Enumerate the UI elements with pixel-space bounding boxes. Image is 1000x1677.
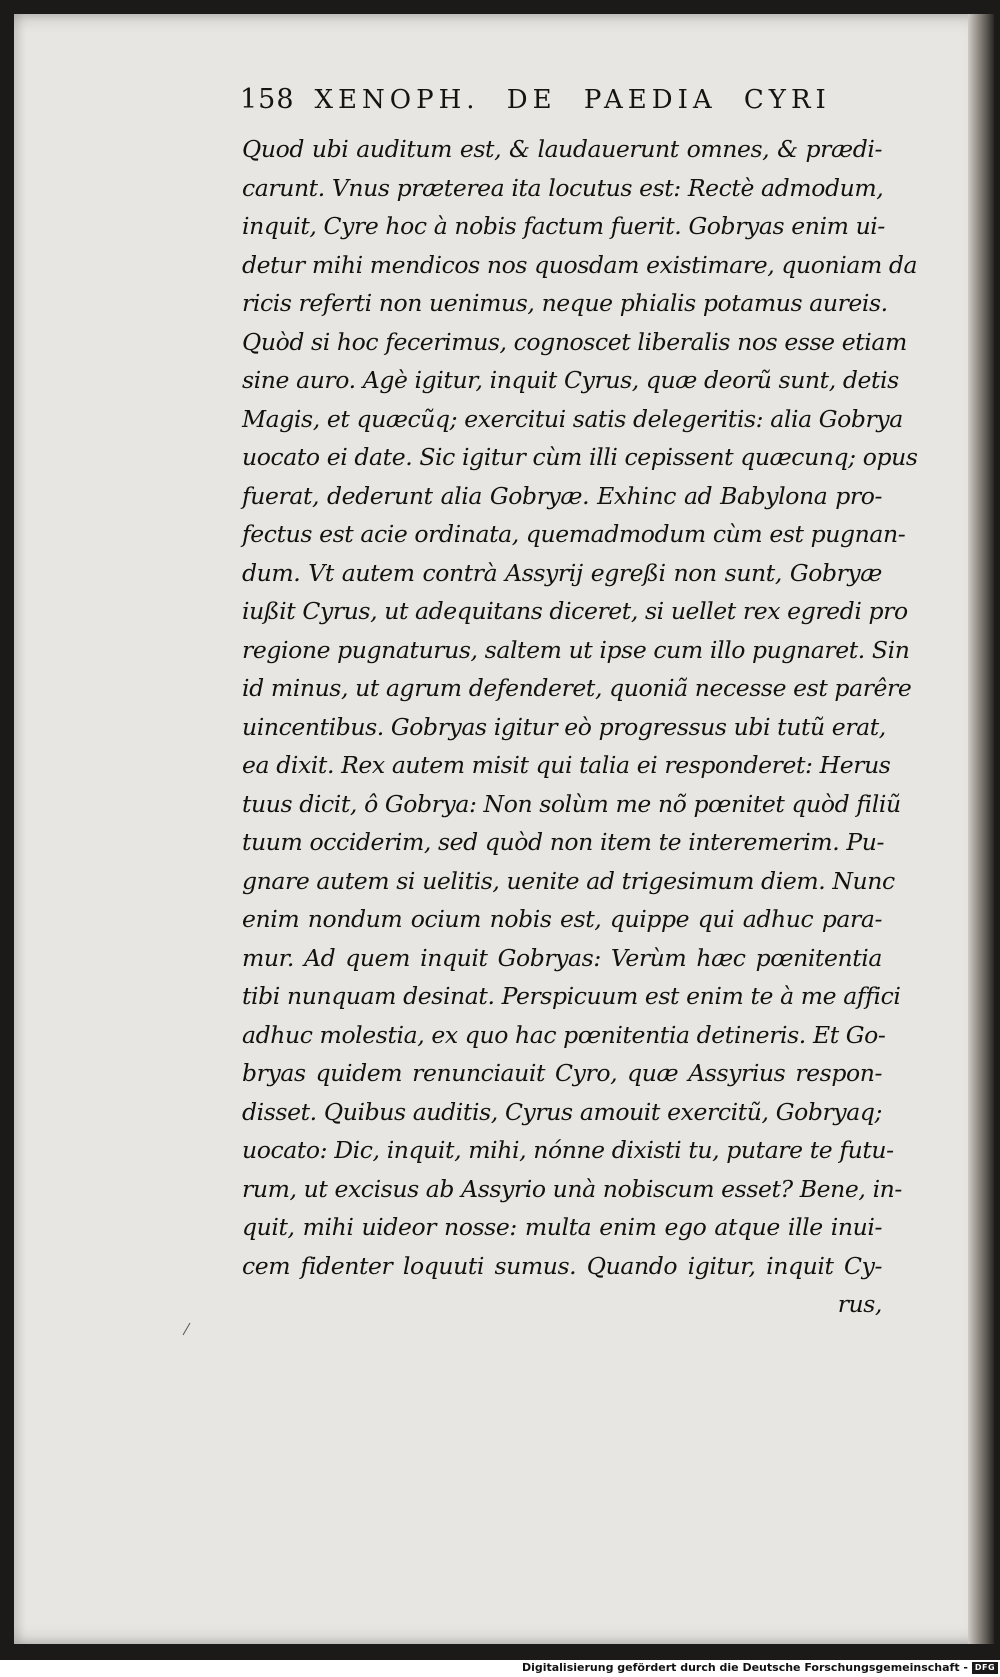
text-line: cem fidenter loquuti sumus. Quando igitur, inquit Cy- (242, 1251, 882, 1280)
text-line: Quòd si hoc fecerimus, cognoscet liberalis nos esse etiam (242, 327, 907, 356)
text-line: carunt. Vnus præterea ita locutus est: Rectè admodum, (242, 173, 884, 202)
text-line: uocato: Dic, inquit, mihi, nónne dixisti tu, putare te futu- (242, 1136, 894, 1164)
text-line: Quod ubi auditum est, & laudauerunt omnes, & prædi- (242, 135, 882, 163)
digitization-footer (0, 1660, 1000, 1677)
text-line: dum. Vt autem contrà Assyrij egreßi non sunt, Gobryæ (242, 558, 882, 587)
text-line: tuus dicit, ô Gobrya: Non solùm me nõ pœnitet quòd filiũ (242, 789, 901, 818)
text-line: tuum occiderim, sed quòd non item te interemerim. Pu- (242, 828, 885, 856)
text-line: inquit, Cyre hoc à nobis factum fuerit. Gobryas enim ui- (242, 212, 885, 240)
text-line: ea dixit. Rex autem misit qui talia ei responderet: Herus (242, 751, 891, 779)
text-line: sine auro. Agè igitur, inquit Cyrus, quæ deorũ sunt, detis (242, 366, 899, 394)
text-line: ricis referti non uenimus, neque phialis potamus aureis. (242, 289, 888, 317)
text-line: regione pugnaturus, saltem ut ipse cum illo pugnaret. Sin (242, 635, 910, 664)
text-line: Magis, et quæcũq; exercitui satis delegeritis: alia Gobrya (242, 404, 903, 433)
text-line: id minus, ut agrum defenderet, quoniã necesse est parêre (242, 674, 912, 702)
text-line: uocato ei date. Sic igitur cùm illi cepissent quæcunq; opus (242, 443, 918, 471)
running-head (240, 84, 900, 124)
text-line: uincentibus. Gobryas igitur eò progressus ubi tutũ erat, (242, 712, 886, 741)
catchword: rus, (837, 1290, 882, 1318)
running-title: XENOPH. DE PAEDIA CYRI (314, 85, 831, 115)
page-edge-shadow (968, 14, 994, 1644)
text-line: fectus est acie ordinata, quemadmodum cùm est pugnan- (242, 520, 906, 548)
text-line: tibi nunquam desinat. Perspicuum est enim te à me affici (242, 982, 901, 1010)
text-line: iußit Cyrus, ut adequitans diceret, si uellet rex egredi pro (242, 597, 908, 625)
text-line: fuerat, dederunt alia Gobryæ. Exhinc ad Babylona pro- (242, 481, 882, 510)
text-line: quit, mihi uideor nosse: multa enim ego atque ille inui- (242, 1213, 882, 1241)
funding-credit: Digitalisierung gefördert durch die Deutsche Forschungsgemeinschaft - (521, 1661, 968, 1674)
text-line: disset. Quibus auditis, Cyrus amouit exercitũ, Gobryaq; (242, 1097, 882, 1126)
text-line: mur. Ad quem inquit Gobryas: Verùm hæc pœnitentia (242, 943, 882, 972)
dfg-logo: DFG (972, 1662, 998, 1674)
text-line: bryas quidem renunciauit Cyro, quæ Assyrius respon- (242, 1059, 882, 1087)
text-line: enim nondum ocium nobis est, quippe qui adhuc para- (242, 905, 882, 933)
text-line: detur mihi mendicos nos quosdam existimare, quoniam da (242, 250, 918, 279)
body-text (242, 130, 918, 1324)
text-line: gnare autem si uelitis, uenite ad trigesimum diem. Nunc (242, 866, 895, 895)
page-number: 158 (240, 84, 295, 115)
text-line: rum, ut excisus ab Assyrio unà nobiscum esset? Bene, in- (242, 1174, 902, 1203)
text-line: adhuc molestia, ex quo hac pœnitentia detineris. Et Go- (242, 1020, 886, 1049)
